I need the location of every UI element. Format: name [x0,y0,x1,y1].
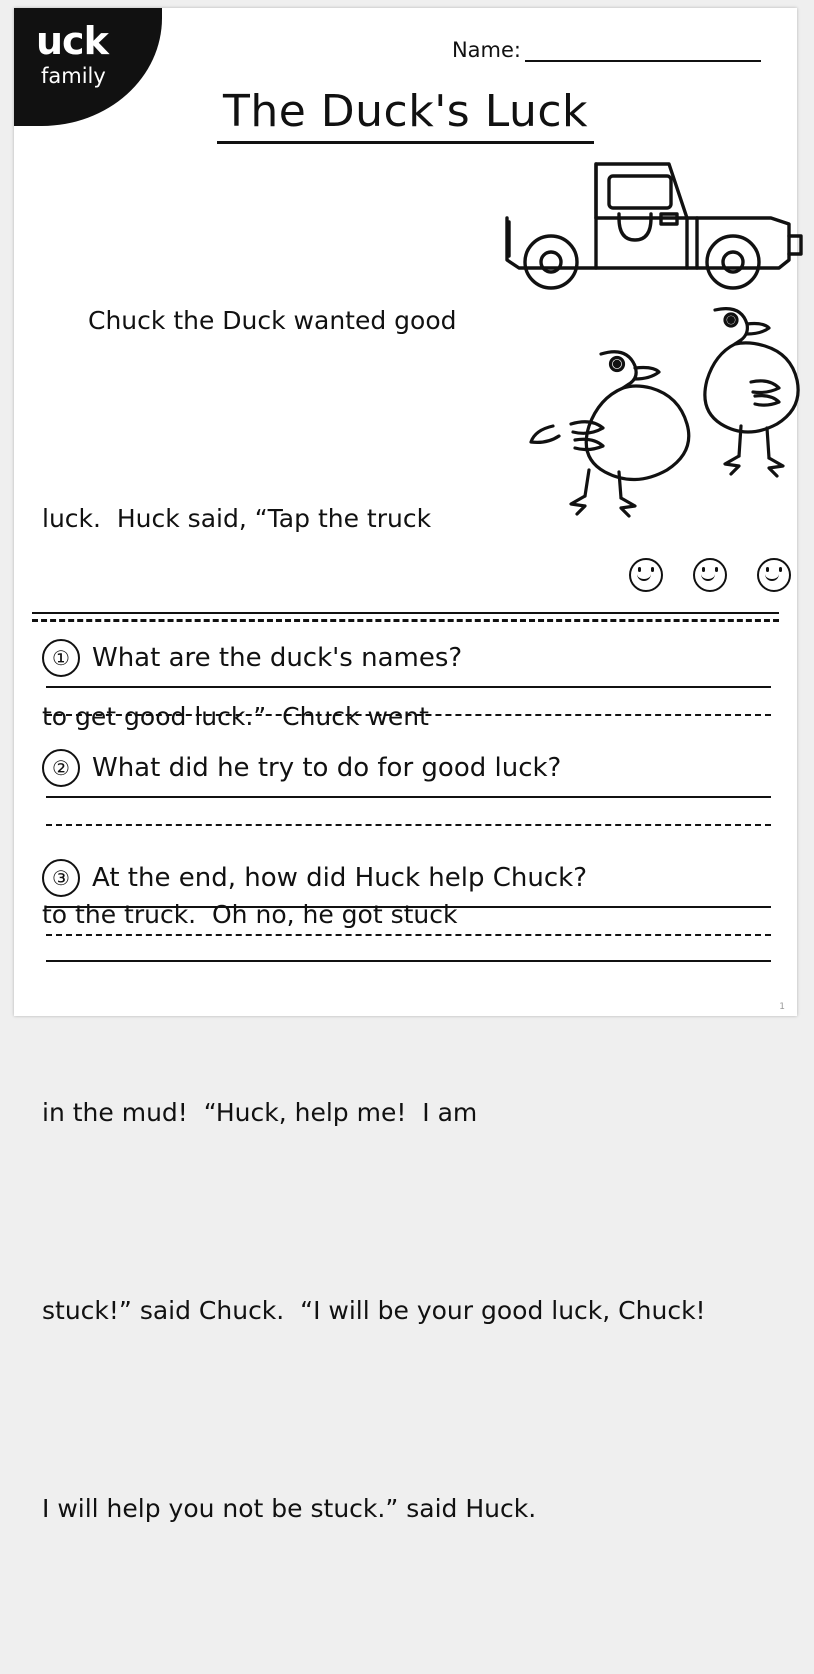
story-line: luck. Huck said, “Tap the truck [42,504,432,533]
question-text: At the end, how did Huck help Chuck? [92,863,588,893]
name-field-row [452,38,761,62]
smiley-face-icon[interactable] [757,558,791,592]
question-text: What did he try to do for good luck? [92,753,562,783]
smiley-face-icon[interactable] [629,558,663,592]
answer-line-solid[interactable] [46,906,771,908]
answer-line-solid[interactable] [46,796,771,798]
page-title [14,86,797,144]
question-block [42,740,775,826]
page-number: 1 [779,1002,785,1012]
smiley-rating-row[interactable] [629,558,791,592]
question-row [42,740,775,796]
story-line: to get good luck.” Chuck went [42,702,429,731]
page-title-text: The Duck's Luck [217,86,594,144]
question-row [42,850,775,906]
story-line: stuck!” said Chuck. “I will be your good luck, Chuck! [42,1296,706,1325]
word-family-subtitle: family [41,64,106,88]
questions-section [42,630,775,970]
answer-line-dashed[interactable] [46,934,771,936]
name-label: Name: [451,38,521,62]
word-family-word: uck [36,19,108,63]
worksheet-page [14,8,797,1523]
smiley-face-icon[interactable] [693,558,727,592]
story-line: in the mud! “Huck, help me! I am [42,1098,478,1127]
answer-line-solid[interactable] [46,960,771,962]
name-input-blank[interactable] [525,40,761,62]
question-block [42,850,775,962]
question-number: ③ [42,859,80,897]
question-number: ① [42,639,80,677]
answer-line-dashed[interactable] [46,824,771,826]
story-line: to the truck. Oh no, he got stuck [42,900,458,929]
section-divider-dashed [32,619,779,622]
section-divider-solid [32,612,779,614]
answer-line-solid[interactable] [46,686,771,688]
story-line: Chuck the Duck wanted good [88,306,457,335]
question-number: ② [42,749,80,787]
question-text: What are the duck's names? [92,643,463,673]
question-row [42,630,775,686]
answer-line-dashed[interactable] [46,714,771,716]
question-block [42,630,775,716]
story-line: I will help you not be stuck.” said Huck. [42,1494,537,1523]
